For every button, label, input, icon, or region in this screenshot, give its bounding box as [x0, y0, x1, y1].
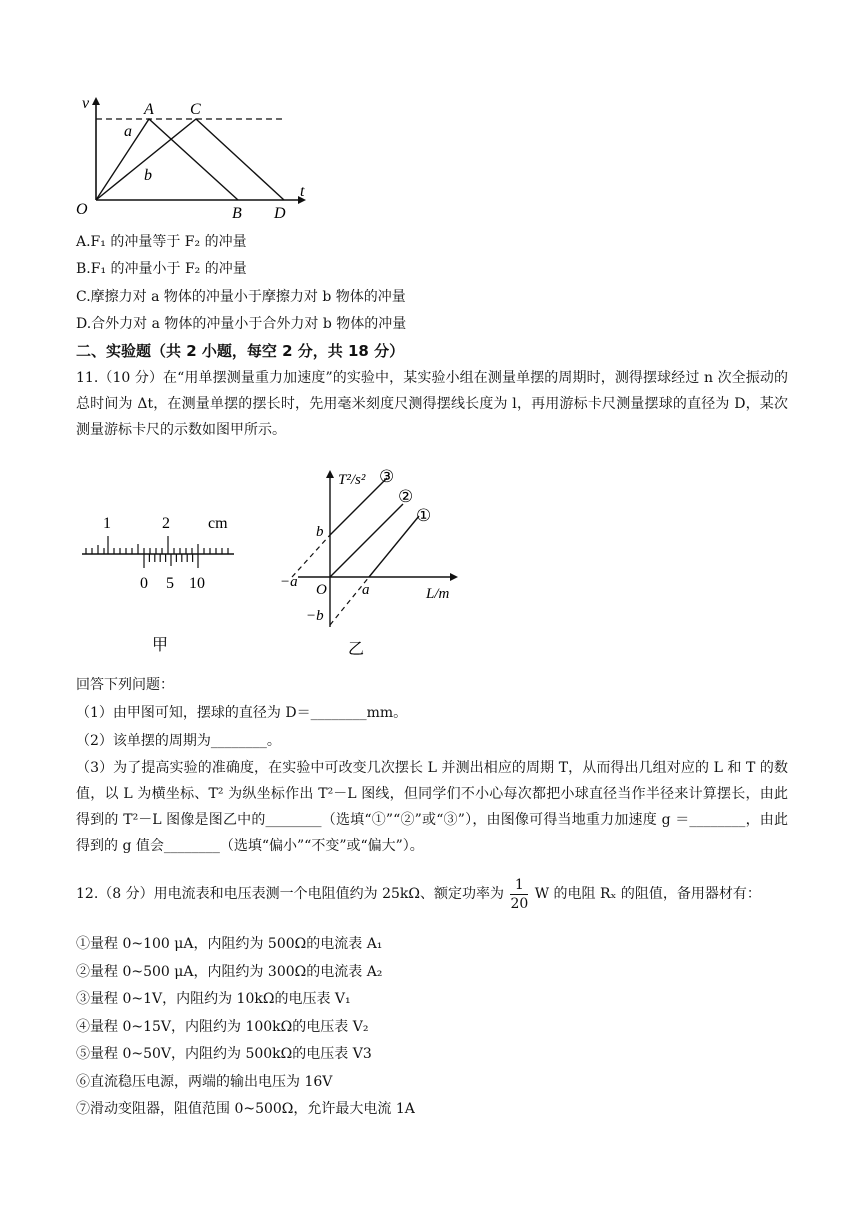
t2-l-graph — [276, 462, 476, 662]
q11-prompt: 回答下列问题： — [76, 677, 174, 693]
q10-option-c: C.摩擦力对 a 物体的冲量小于摩擦力对 b 物体的冲量 — [76, 289, 406, 305]
vernier-label-10: 10 — [189, 575, 205, 592]
v-axis-label: v — [82, 95, 90, 112]
q10-option-a: A.F₁ 的冲量等于 F₂ 的冲量 — [76, 234, 247, 250]
equipment-item-4: ④量程 0~15V，内阻约为 100kΩ的电压表 V₂ — [76, 1019, 369, 1035]
rated-power-fraction — [510, 876, 528, 913]
q12-stem — [76, 872, 761, 916]
equipment-item-2: ②量程 0~500 μA，内阻约为 300Ω的电流表 A₂ — [76, 964, 383, 980]
equipment-item-3: ③量程 0~1V，内阻约为 10kΩ的电压表 V₁ — [76, 991, 351, 1007]
point-b-label: B — [232, 205, 242, 222]
fraction-numerator: 1 — [510, 876, 528, 895]
intercept-neg-a-label: −a — [280, 574, 298, 590]
equipment-item-5: ⑤量程 0~50V，内阻约为 500kΩ的电压表 V3 — [76, 1046, 372, 1062]
section-heading: 二、实验题（共 2 小题，每空 2 分，共 18 分） — [76, 342, 405, 360]
q12-stem-after: W 的电阻 Rₓ 的阻值，备用器材有： — [534, 886, 761, 902]
point-d-label: D — [274, 205, 286, 222]
q10-option-d: D.合外力对 a 物体的冲量小于合外力对 b 物体的冲量 — [76, 316, 407, 332]
main-scale-label-1: 1 — [103, 515, 111, 532]
q11-sub2: （2）该单摆的周期为________。 — [76, 733, 281, 749]
x-axis-label: L/m — [426, 586, 450, 602]
equipment-item-1: ①量程 0~100 μA，内阻约为 500Ω的电流表 A₁ — [76, 936, 383, 952]
intercept-neg-b-label: −b — [306, 608, 324, 624]
intercept-a-label: a — [362, 582, 370, 598]
origin-o-label: O — [316, 582, 327, 598]
line-label-3: ③ — [379, 467, 395, 486]
vernier-label-0: 0 — [140, 575, 148, 592]
intercept-b-label: b — [316, 524, 324, 540]
line-a-label: a — [124, 123, 132, 140]
equipment-item-6: ⑥直流稳压电源，两端的输出电压为 16V — [76, 1074, 333, 1090]
figure-yi-caption: 乙 — [348, 641, 365, 658]
line-b-label: b — [144, 167, 152, 184]
q10-option-b: B.F₁ 的冲量小于 F₂ 的冲量 — [76, 261, 247, 277]
q12-stem-before: 12.（8 分）用电流表和电压表测一个电阻值约为 25kΩ、额定功率为 — [76, 886, 504, 902]
line-label-1: ① — [416, 506, 432, 525]
figure-jia-caption: 甲 — [152, 637, 169, 654]
vernier-label-5: 5 — [166, 575, 174, 592]
q11-stem: 11.（10 分）在“用单摆测量重力加速度”的实验中，某实验小组在测量单摆的周期时，测得摆球经过 n 次全振动的总时间为 Δt，在测量单摆的摆长时，先用毫米刻度尺测得摆线长度为 l，再用游标卡尺测量摆球的直径为 D，某次测量游标卡尺的示数如图甲所示。 — [76, 370, 788, 438]
origin-label: O — [76, 201, 88, 218]
vt-graph — [72, 92, 322, 224]
y-axis-label: T²/s² — [338, 472, 366, 488]
point-c-label: C — [190, 101, 201, 118]
t-axis-label: t — [300, 183, 305, 200]
main-scale-label-2: 2 — [162, 515, 170, 532]
vernier-caliper-figure — [80, 508, 250, 658]
q11-sub3: （3）为了提高实验的准确度，在实验中可改变几次摆长 L 并测出相应的周期 T，从而得出几组对应的 L 和 T 的数值，以 L 为横坐标、T² 为纵坐标作出 T²－L 图线，但同学们不小心每次都把小球直径当作半径来计算摆长，由此得到的 T²－L 图像是图乙中的________（选填“①”“②”或“③”），由图像可得当地重力加速度 g ＝________，由此得到的 g 值会________（选填“偏小”“不变”或“偏大”）。 — [76, 760, 788, 854]
q11-sub1: （1）由甲图可知，摆球的直径为 D＝________mm。 — [76, 705, 408, 721]
scale-unit-label: cm — [208, 515, 228, 532]
point-a-label: A — [144, 101, 154, 118]
equipment-item-7: ⑦滑动变阻器，阻值范围 0~500Ω，允许最大电流 1A — [76, 1101, 415, 1117]
line-label-2: ② — [398, 487, 414, 506]
fraction-denominator: 20 — [510, 895, 529, 912]
